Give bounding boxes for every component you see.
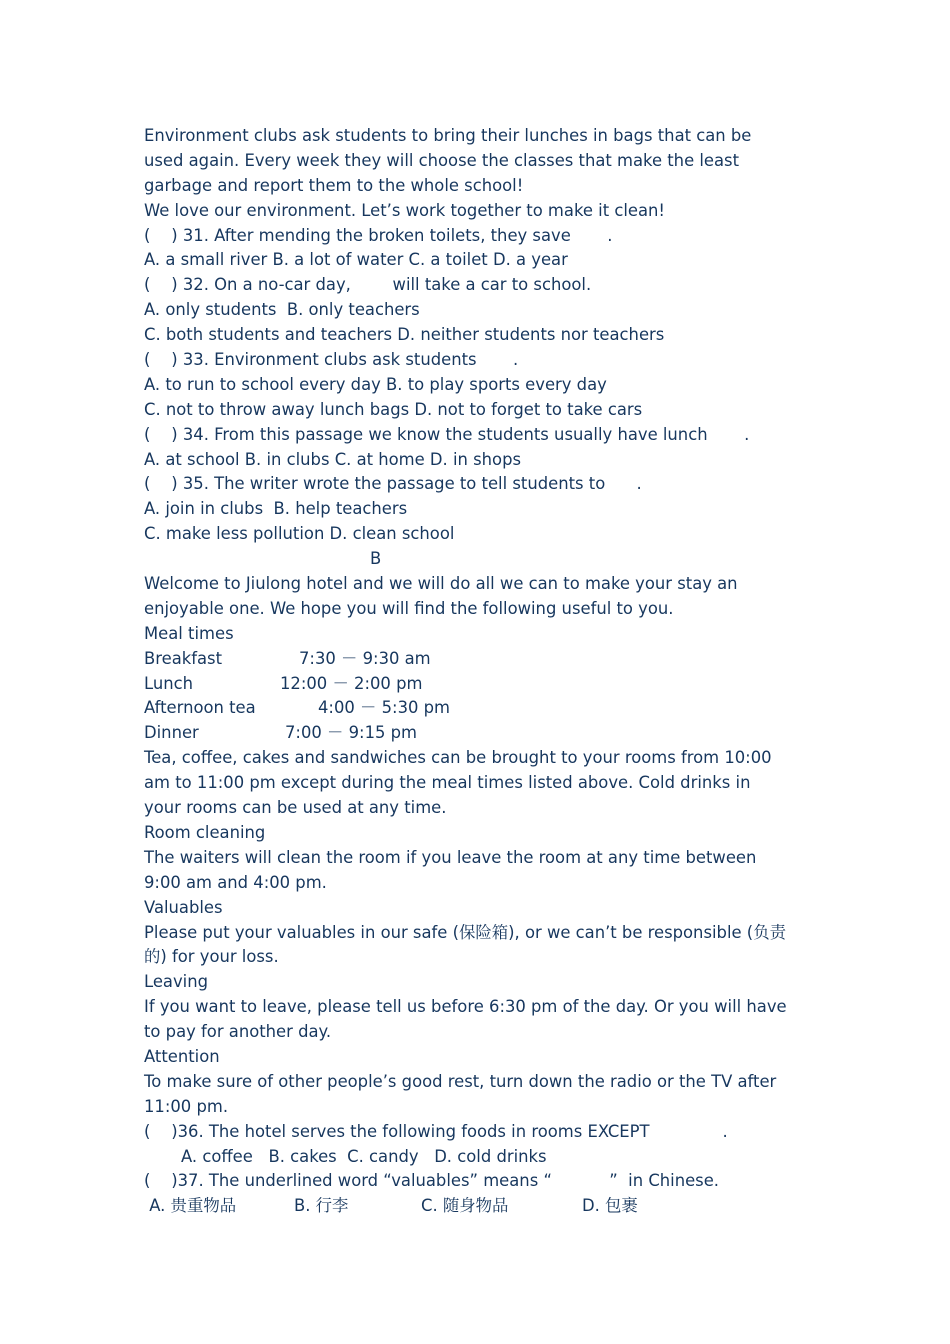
exam-page [144,124,814,1219]
question-37: ( )37. The underlined word “valuables” means “ ” in Chinese. [144,1171,720,1191]
notes-line: your rooms can be used at any time. [144,798,447,818]
intro-line: Welcome to Jiulong hotel and we will do all we can to make your stay an [144,574,738,594]
meal-row [144,696,814,721]
room-cleaning-heading: Room cleaning [144,822,266,842]
question-35: ( ) 35. The writer wrote the passage to tell students to . [144,474,642,494]
question-36: ( )36. The hotel serves the following foods in rooms EXCEPT . [144,1121,728,1141]
notes-line: Please put your valuables in our safe (保险箱), or we can’t be responsible (负责 [144,922,786,942]
leaving-heading: Leaving [144,972,209,992]
options-36: A. coffee B. cakes C. candy D. cold drinks [181,1146,547,1166]
passage-line: garbage and report them to the whole school! [144,175,524,195]
option-b: B. 行李 [294,1196,349,1216]
attention-heading: Attention [144,1046,220,1066]
options-35-a: A. join in clubs B. help teachers [144,499,408,519]
meal-time: 7:30 － 9:30 am [299,648,431,668]
meal-time: 4:00 － 5:30 pm [318,698,451,718]
options-31: A. a small river B. a lot of water C. a toilet D. a year [144,250,568,270]
meal-times-heading: Meal times [144,623,234,643]
question-31: ( ) 31. After mending the broken toilets, they save . [144,225,613,245]
options-32-a: A. only students B. only teachers [144,300,420,320]
passage-line: Environment clubs ask students to bring their lunches in bags that can be [144,126,752,145]
meal-time: 7:00 － 9:15 pm [285,723,418,743]
question-32: ( ) 32. On a no-car day, will take a car to school. [144,275,592,295]
options-37 [144,1194,814,1219]
question-33: ( ) 33. Environment clubs ask students . [144,350,519,370]
meal-time: 12:00 － 2:00 pm [280,673,423,693]
notes-line: 9:00 am and 4:00 pm. [144,872,327,892]
section-b-label: B [370,549,382,569]
options-33-b: C. not to throw away lunch bags D. not to forget to take cars [144,399,643,419]
meal-name: Lunch [144,673,194,693]
options-35-b: C. make less pollution D. clean school [144,524,455,544]
notes-line: The waiters will clean the room if you leave the room at any time between [144,847,757,867]
option-a: A. 贵重物品 [144,1196,237,1216]
option-d: D. 包裹 [582,1196,638,1216]
notes-line: If you want to leave, please tell us before 6:30 pm of the day. Or you will have [144,997,787,1017]
options-34: A. at school B. in clubs C. at home D. in shops [144,449,522,469]
option-c: C. 随身物品 [421,1196,509,1216]
notes-line: to pay for another day. [144,1022,332,1042]
options-32-b: C. both students and teachers D. neither students nor teachers [144,325,665,345]
meal-row [144,647,814,672]
notes-line: 11:00 pm. [144,1096,229,1116]
intro-line: enjoyable one. We hope you will find the following useful to you. [144,598,674,618]
meal-name: Afternoon tea [144,698,256,718]
meal-name: Breakfast [144,648,223,668]
valuables-heading: Valuables [144,897,223,917]
notes-line: Tea, coffee, cakes and sandwiches can be brought to your rooms from 10:00 [144,748,772,768]
passage-line: used again. Every week they will choose the classes that make the least [144,150,740,170]
question-34: ( ) 34. From this passage we know the students usually have lunch . [144,424,750,444]
notes-line: To make sure of other people’s good rest, turn down the radio or the TV after [144,1071,777,1091]
passage-line: We love our environment. Let’s work together to make it clean! [144,200,665,220]
notes-line: am to 11:00 pm except during the meal times listed above. Cold drinks in [144,773,751,793]
notes-line: 的) for your loss. [144,947,279,967]
options-33-a: A. to run to school every day B. to play sports every day [144,374,607,394]
meal-name: Dinner [144,723,199,743]
meal-row [144,672,814,697]
meal-row [144,721,814,746]
